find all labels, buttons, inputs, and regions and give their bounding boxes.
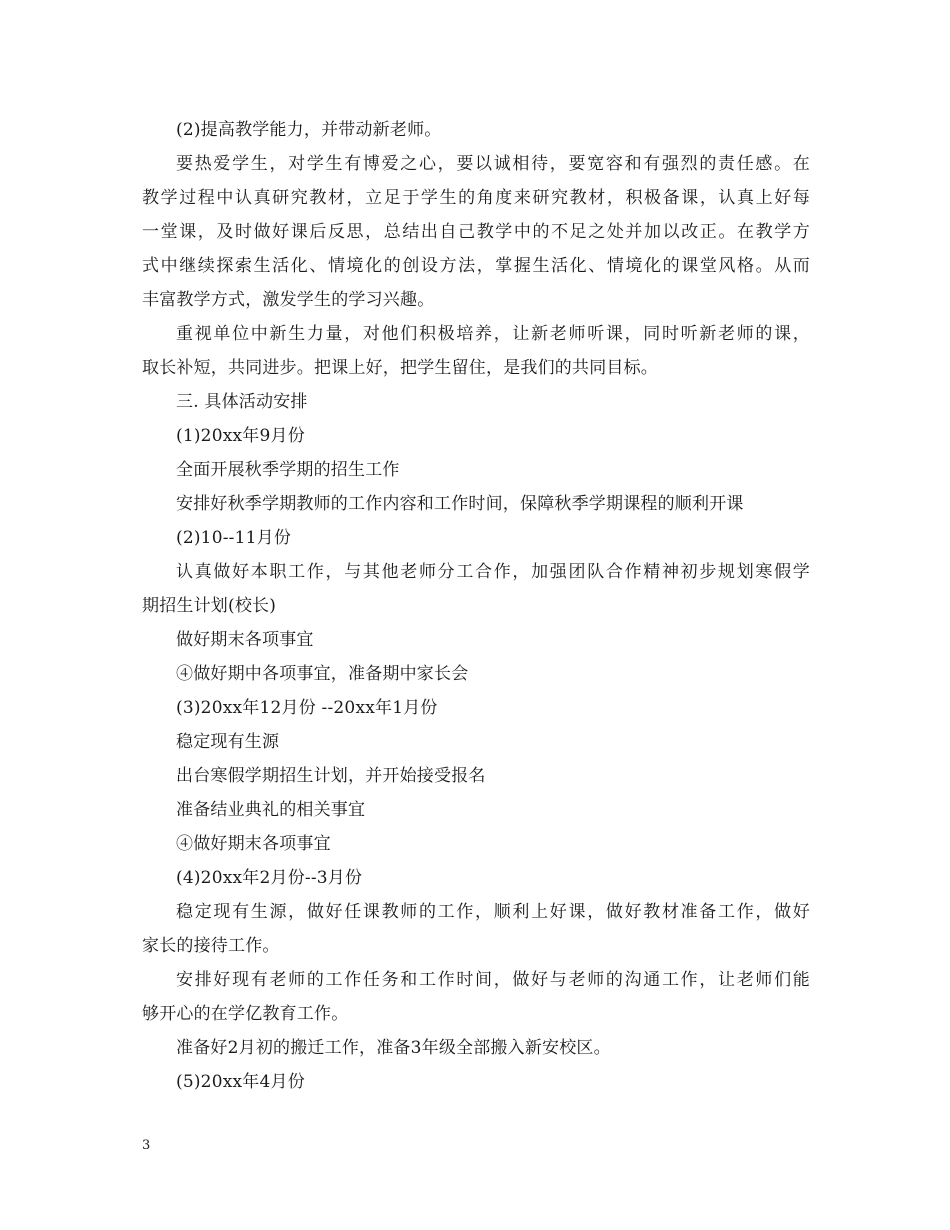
section-heading: 三. 具体活动安排: [176, 392, 308, 412]
schedule-item: 稳定现有生源: [176, 732, 280, 752]
paragraph-line: 一堂课，及时做好课后反思，总结出自己教学中的不足之处并加以改正。在教学方: [142, 222, 810, 242]
schedule-item: 安排好现有老师的工作任务和工作时间，做好与老师的沟通工作，让老师们能: [176, 970, 810, 990]
schedule-item: 安排好秋季学期教师的工作内容和工作时间，保障秋季学期课程的顺利开课: [176, 494, 744, 514]
schedule-item: 家长的接待工作。: [142, 936, 280, 956]
schedule-item: 够开心的在学亿教育工作。: [142, 1004, 349, 1024]
paragraph-line: 要热爱学生，对学生有博爱之心，要以诚相待，要宽容和有强烈的责任感。在: [176, 154, 810, 174]
schedule-period: (5)20xx年4月份: [176, 1072, 305, 1092]
page-number: 3: [142, 1138, 151, 1153]
schedule-item: 认真做好本职工作，与其他老师分工合作，加强团队合作精神初步规划寒假学: [176, 562, 810, 582]
schedule-period: (3)20xx年12月份 --20xx年1月份: [176, 698, 438, 718]
paragraph-line: 教学过程中认真研究教材，立足于学生的角度来研究教材，积极备课，认真上好每: [142, 188, 810, 208]
schedule-period: (1)20xx年9月份: [176, 426, 305, 446]
document-body: [142, 113, 810, 1099]
schedule-item: 做好期末各项事宜: [176, 630, 314, 650]
subsection-heading: (2)提高教学能力，并带动新老师。: [176, 120, 442, 140]
paragraph-line: 式中继续探索生活化、情境化的创设方法，掌握生活化、情境化的课堂风格。从而: [142, 256, 810, 276]
schedule-item: 稳定现有生源，做好任课教师的工作，顺利上好课，做好教材准备工作，做好: [176, 902, 810, 922]
paragraph-line: 重视单位中新生力量，对他们积极培养，让新老师听课，同时听新老师的课，: [176, 324, 810, 344]
schedule-item: ④做好期末各项事宜: [176, 834, 331, 854]
schedule-item: 出台寒假学期招生计划，并开始接受报名: [176, 766, 486, 786]
schedule-item: ④做好期中各项事宜，准备期中家长会: [176, 664, 469, 684]
paragraph-line: 取长补短，共同进步。把课上好，把学生留住，是我们的共同目标。: [142, 358, 658, 378]
schedule-item: 期招生计划(校长): [142, 596, 277, 616]
paragraph-line: 丰富教学方式，激发学生的学习兴趣。: [142, 290, 435, 310]
schedule-period: (4)20xx年2月份--3月份: [176, 868, 363, 888]
schedule-item: 全面开展秋季学期的招生工作: [176, 460, 400, 480]
schedule-item: 准备结业典礼的相关事宜: [176, 800, 366, 820]
schedule-item: 准备好2月初的搬迁工作，准备3年级全部搬入新安校区。: [176, 1038, 611, 1058]
schedule-period: (2)10--11月份: [176, 528, 292, 548]
